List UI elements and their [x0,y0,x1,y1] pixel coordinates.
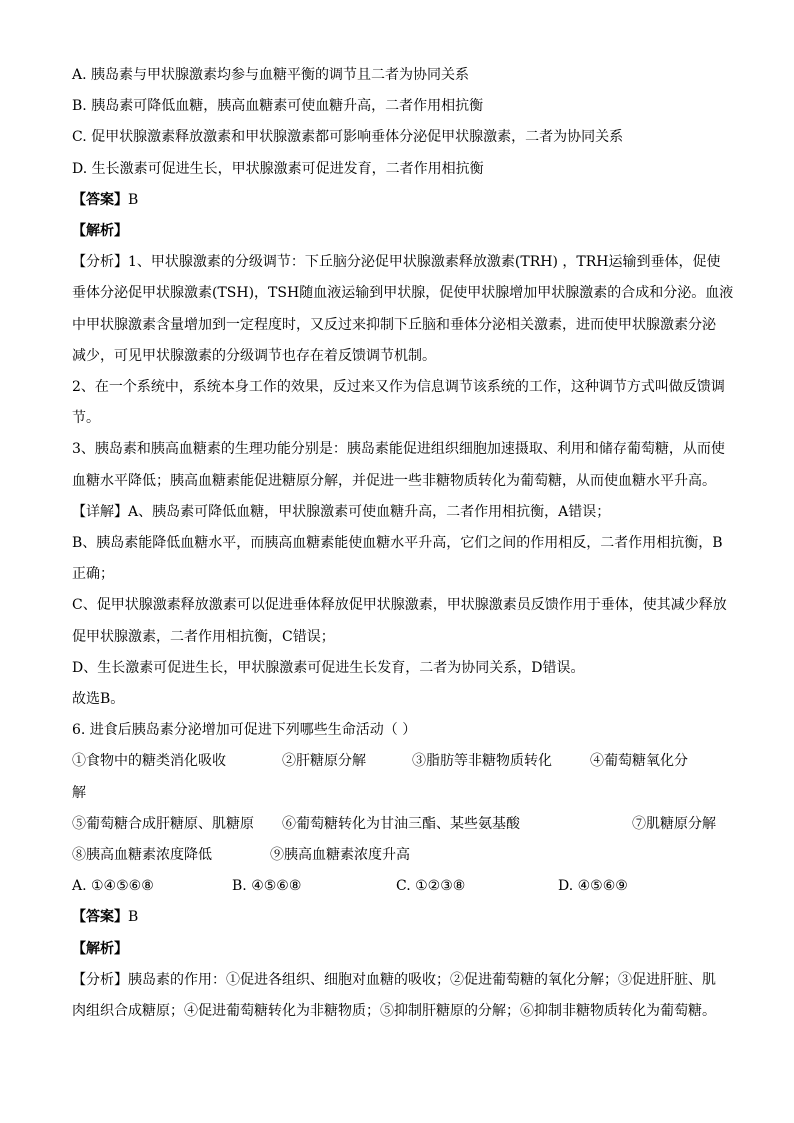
answer-tag: 【答案】 [72,909,128,926]
analysis-line: 2、在一个系统中，系统本身工作的效果，反过来又作为信息调节该系统的工作，这种调节方式叫做反馈调 [72,379,725,396]
document-content [72,60,734,1027]
q6-choices [72,871,722,902]
q5-option-d: D. 生长激素可促进生长，甲状腺激素可促进发育，二者作用相抗衡 [72,160,484,177]
q6-choice-c: C. ①②③⑧ [396,878,466,895]
q6-item: ⑤葡萄糖合成肝糖原、肌糖原 [72,815,254,832]
q6-item-continued: 解 [72,784,86,801]
q6-item: ②肝糖原分解 [282,753,366,770]
answer-tag: 【答案】 [72,191,128,208]
q5-analysis-heading: 【解析】 [72,223,128,240]
detail-line: C、促甲状腺激素释放激素可以促进垂体释放促甲状腺激素，甲状腺激素员反馈作用于垂体，使其减少释放 [72,597,727,614]
analysis-line: 肉组织合成糖原；④促进葡萄糖转化为非糖物质；⑤抑制肝糖原的分解；⑥抑制非糖物质转化为葡萄糖。 [72,1003,716,1020]
analysis-line: 【分析】胰岛素的作用：①促进各组织、细胞对血糖的吸收；②促进葡萄糖的氧化分解；③促进肝脏、肌 [72,971,716,988]
analysis-line: 垂体分泌促甲状腺激素(TSH)，TSH随血液运输到甲状腺，促使甲状腺增加甲状腺激素的合成和分泌。血液 [72,285,734,302]
analysis-line: 减少，可见甲状腺激素的分级调节也存在着反馈调节机制。 [72,347,436,364]
q5-option-c: C. 促甲状腺激素释放激素和甲状腺激素都可影响垂体分泌促甲状腺激素，二者为协同关系 [72,129,624,146]
analysis-line: 节。 [72,410,100,427]
q6-choice-d: D. ④⑤⑥⑨ [558,878,628,895]
q6-analysis-heading: 【解析】 [72,940,128,957]
q6-item: ①食物中的糖类消化吸收 [72,753,226,770]
q6-stem: 6. 进食后胰岛素分泌增加可促进下列哪些生命活动（ ） [72,722,417,739]
q6-item: ③脂肪等非糖物质转化 [412,753,552,770]
analysis-line: 中甲状腺激素含量增加到一定程度时，又反过来抑制下丘脑和垂体分泌相关激素，进而使甲状腺激素分泌 [72,316,716,333]
q6-answer [72,902,722,933]
answer-value: B [128,191,139,208]
q6-item: ⑥葡萄糖转化为甘油三酯、某些氨基酸 [282,815,520,832]
q6-choice-b: B. ④⑤⑥⑧ [232,878,302,895]
answer-value: B [128,909,139,926]
q6-item: ⑦肌糖原分解 [632,815,716,832]
detail-line: 【详解】A、胰岛素可降低血糖，甲状腺激素可使血糖升高，二者作用相抗衡，A错误； [72,503,611,520]
q6-item: ⑧胰高血糖素浓度降低 [72,847,212,864]
analysis-line: 3、胰岛素和胰高血糖素的生理功能分别是：胰岛素能促进组织细胞加速摄取、利用和储存葡萄糖，从而使 [72,441,725,458]
q5-answer [72,185,722,216]
conclusion-line: 故选B。 [72,691,125,708]
analysis-line: 【分析】1、甲状腺激素的分级调节：下丘脑分泌促甲状腺激素释放激素(TRH) ，TRH运输到垂体，促使 [72,254,721,271]
detail-line: 促甲状腺激素，二者作用相抗衡，C错误； [72,628,335,645]
q6-item: ⑨胰高血糖素浓度升高 [270,847,410,864]
q6-item: ④葡萄糖氧化分 [590,753,688,770]
q6-items-row-1 [72,746,722,777]
q5-option-b: B. 胰岛素可降低血糖，胰高血糖素可使血糖升高，二者作用相抗衡 [72,98,484,115]
q5-option-a: A. 胰岛素与甲状腺激素均参与血糖平衡的调节且二者为协同关系 [72,67,470,83]
detail-line: B、胰岛素能降低血糖水平，而胰高血糖素能使血糖水平升高，它们之间的作用相反，二者作用相抗衡，B [72,535,723,552]
q6-items-row-3 [72,840,722,871]
q6-choice-a: A. ①④⑤⑥⑧ [72,878,154,895]
detail-line: D、生长激素可促进生长，甲状腺激素可促进生长发育，二者为协同关系，D错误。 [72,659,585,676]
analysis-line: 血糖水平降低；胰高血糖素能促进糖原分解，并促进一些非糖物质转化为葡萄糖，从而使血糖水平升高。 [72,472,716,489]
detail-line: 正确； [72,566,114,583]
q6-items-row-2 [72,809,722,840]
